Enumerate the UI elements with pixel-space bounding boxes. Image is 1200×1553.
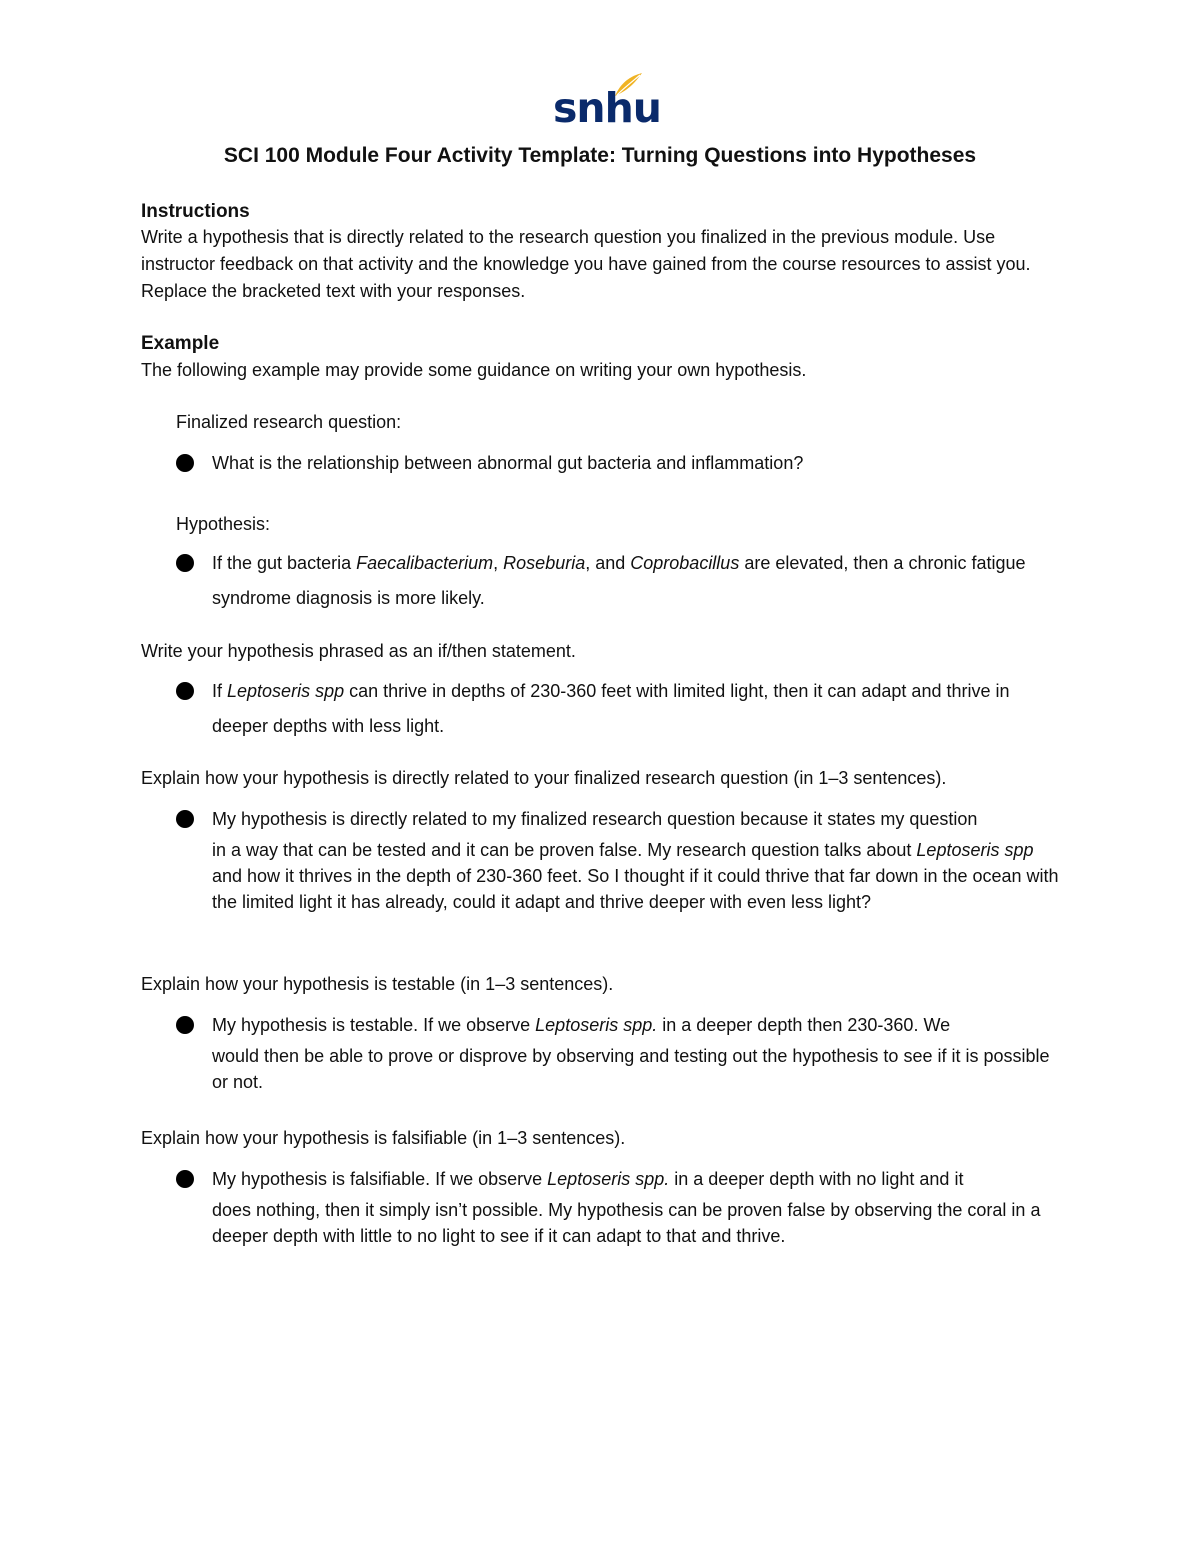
question-label: Finalized research question:: [176, 412, 402, 432]
q4-prompt: Explain how your hypothesis is falsifiable (in 1–3 sentences).: [141, 1128, 626, 1148]
bullet-icon: [176, 554, 194, 572]
instructions-body: Write a hypothesis that is directly related to the research question you finalized in the previous module. Use instructor feedback on that activity and the knowledge you have gained from the course resources to assist you. Replace the bracketed text with your responses.: [141, 227, 1031, 301]
bullet-icon: [176, 682, 194, 700]
example-hypothesis: If the gut bacteria Faecalibacterium, Roseburia, and Coprobacillus are elevated, then a chronic fatigue syndrome diagnosis is more likely.: [212, 553, 1026, 608]
q2-answer: My hypothesis is directly related to my finalized research question because it states my question in a way that can be tested and it can be proven false. My research question talks about Leptoseris spp and how it thrives in the depth of 230-360 feet. So I thought if it could thrive that far down in the ocean with the limited light it has already, could it adapt and thrive deeper with even less light?: [212, 809, 1059, 912]
example-intro: The following example may provide some guidance on writing your own hypothesis.: [141, 360, 807, 380]
q4-answer: My hypothesis is falsifiable. If we observe Leptoseris spp. in a deeper depth with no light and it does nothing, then it simply isn’t possible. My hypothesis can be proven false by observing the coral in a deeper depth with little to no light to see if it can adapt to that and thrive.: [212, 1169, 1041, 1246]
example-heading: Example: [141, 333, 220, 354]
logo-wordmark: snhu: [553, 84, 661, 132]
example-question: What is the relationship between abnormal gut bacteria and inflammation?: [212, 453, 804, 473]
q3-answer: My hypothesis is testable. If we observe Leptoseris spp. in a deeper depth then 230-360. We would then be able to prove or disprove by observing and testing out the hypothesis to see if it is possible or not.: [212, 1015, 1050, 1092]
q3-prompt: Explain how your hypothesis is testable (in 1–3 sentences).: [141, 974, 614, 994]
instructions-heading: Instructions: [141, 201, 250, 222]
hypothesis-label: Hypothesis:: [176, 514, 271, 534]
q1-answer: If Leptoseris spp can thrive in depths of 230-360 feet with limited light, then it can adapt and thrive in deeper depths with less light.: [212, 681, 1010, 736]
snhu-logo: [553, 72, 661, 138]
q2-prompt: Explain how your hypothesis is directly related to your finalized research question (in 1–3 sentences).: [141, 768, 947, 788]
bullet-icon: [176, 454, 194, 472]
q1-prompt: Write your hypothesis phrased as an if/then statement.: [141, 641, 576, 661]
bullet-icon: [176, 810, 194, 828]
bullet-icon: [176, 1170, 194, 1188]
bullet-icon: [176, 1016, 194, 1034]
document-title: SCI 100 Module Four Activity Template: Turning Questions into Hypotheses: [223, 144, 977, 167]
